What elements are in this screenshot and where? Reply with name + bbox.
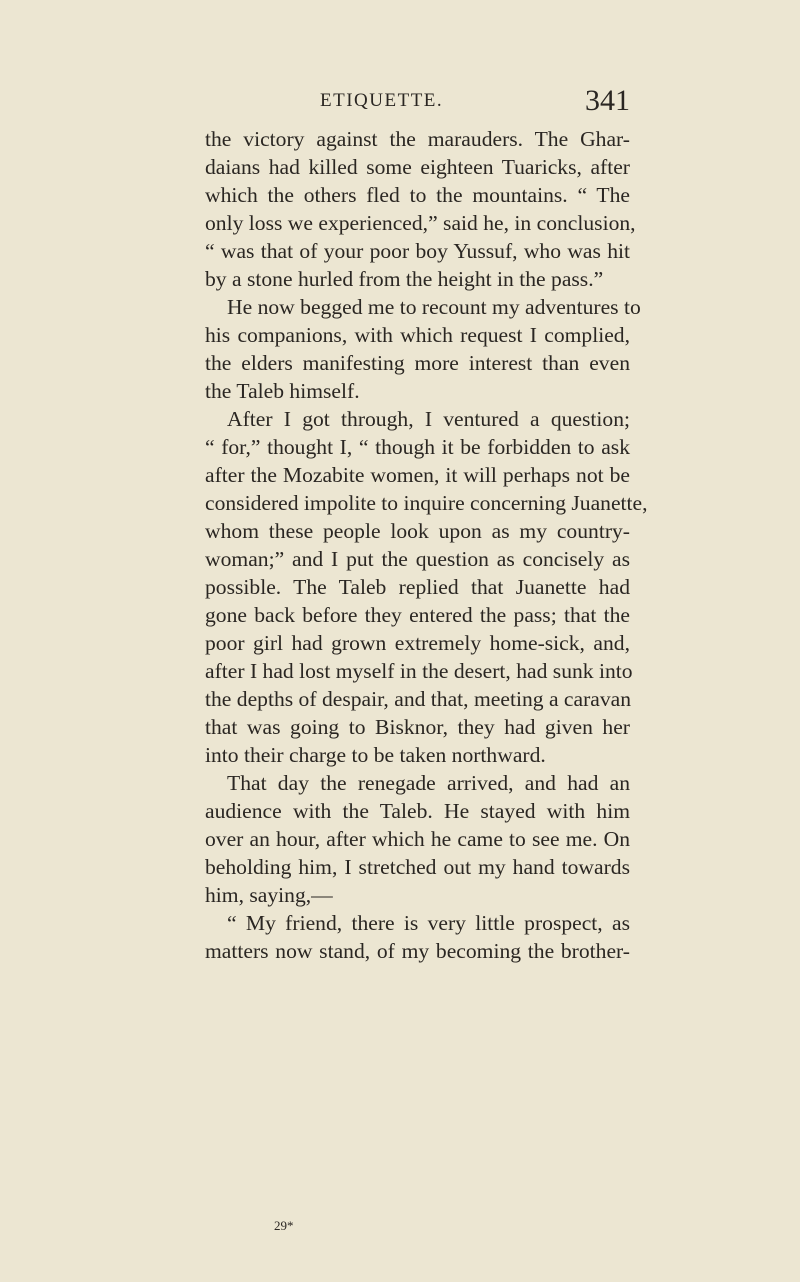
text-line: matters now stand, of my becoming the brother- (205, 939, 630, 963)
text-line: the Taleb himself. (205, 379, 360, 403)
text-line: gone back before they entered the pass; that the (205, 603, 630, 627)
running-title: ETIQUETTE. (320, 90, 444, 111)
page-number: 341 (585, 84, 630, 117)
text-line: He now begged me to recount my adventures to (227, 295, 641, 319)
text-line: whom these people look upon as my country- (205, 519, 630, 543)
text-line: poor girl had grown extremely home-sick, and, (205, 631, 630, 655)
text-line: possible. The Taleb replied that Juanette had (205, 575, 630, 599)
text-line: daians had killed some eighteen Tuaricks, after (205, 155, 630, 179)
printer-signature-mark: 29* (274, 1218, 294, 1233)
text-line: the depths of despair, and that, meeting a caravan (205, 687, 632, 711)
text-line: considered impolite to inquire concerning Juanette, (205, 491, 648, 515)
text-line: “ for,” thought I, “ though it be forbidden to ask (205, 435, 630, 459)
text-line: the victory against the marauders. The Ghar- (205, 127, 630, 151)
text-line: which the others fled to the mountains. “ The (205, 183, 630, 207)
text-line: only loss we experienced,” said he, in conclusion, (205, 211, 636, 235)
text-line: after the Mozabite women, it will perhaps not be (205, 463, 630, 487)
text-line: after I had lost myself in the desert, had sunk into (205, 659, 633, 683)
page-header (205, 84, 630, 124)
text-line: beholding him, I stretched out my hand towards (205, 855, 630, 879)
text-line: the elders manifesting more interest than even (205, 351, 630, 375)
body-text (205, 125, 648, 965)
text-line: After I got through, I ventured a question; (227, 407, 630, 431)
text-line: that was going to Bisknor, they had given her (205, 715, 630, 739)
text-line: audience with the Taleb. He stayed with him (205, 799, 630, 823)
text-line: That day the renegade arrived, and had an (227, 771, 630, 795)
text-line: him, saying,— (205, 883, 333, 907)
text-line: by a stone hurled from the height in the pass.” (205, 267, 604, 291)
text-line: woman;” and I put the question as concisely as (205, 547, 630, 571)
text-line: over an hour, after which he came to see me. On (205, 827, 630, 851)
text-line: “ was that of your poor boy Yussuf, who was hit (205, 239, 630, 263)
text-line: “ My friend, there is very little prospect, as (227, 911, 630, 935)
text-line: his companions, with which request I complied, (205, 323, 630, 347)
text-line: into their charge to be taken northward. (205, 743, 546, 767)
